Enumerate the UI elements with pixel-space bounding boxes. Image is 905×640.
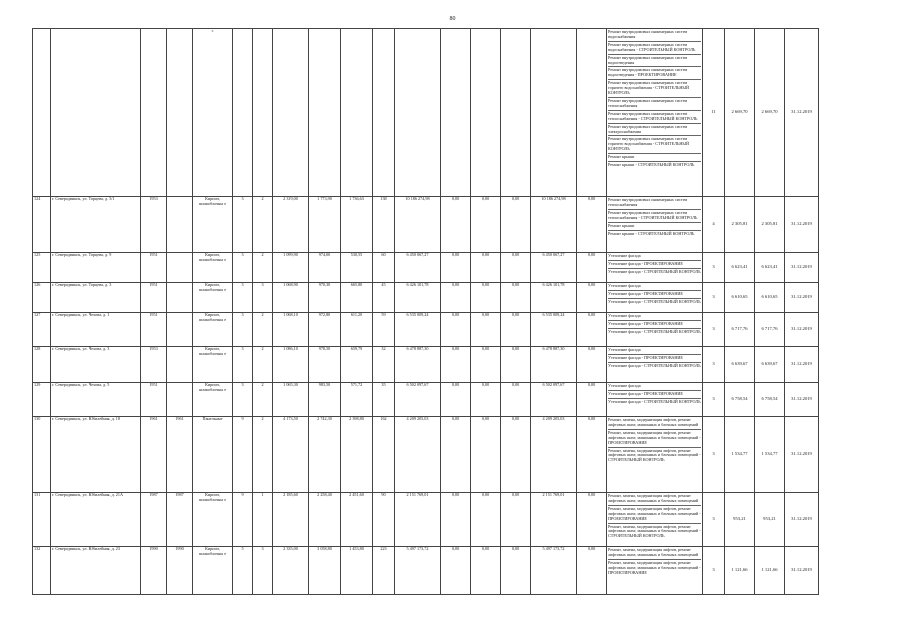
z1-cell: 0,00: [441, 493, 471, 547]
material-cell: Кирпич, шлакоблочны е: [193, 493, 233, 547]
cost1-cell: 1 121,66: [725, 547, 755, 595]
table-row: [33, 29, 819, 197]
a3-cell: 1 453,80: [341, 547, 373, 595]
entrances-cell: 2: [253, 347, 273, 383]
cost1-cell: 1 534,77: [725, 417, 755, 493]
entrances-cell: 3: [253, 547, 273, 595]
z3-cell: 0,00: [501, 493, 531, 547]
z2-cell: 0,00: [471, 347, 501, 383]
a1-cell: 1 068,10: [273, 313, 309, 347]
a2-cell: 2 742,30: [309, 417, 341, 493]
table-row: [33, 547, 819, 595]
y1-cell: 1953: [141, 347, 167, 383]
date-cell: 31.12.2019: [785, 383, 819, 417]
a3-cell: 659,79: [341, 347, 373, 383]
works-cell: [607, 347, 703, 383]
a1-cell: 1 065,30: [273, 383, 309, 417]
works-cell: [607, 253, 703, 283]
cost-cell: 2 669,70: [725, 29, 755, 197]
work-item: Ремонт внутридомовых инженерных систем теплоснабжения - СТРОИТЕЛЬНЫЙ КОНТРОЛЬ: [608, 111, 701, 124]
total2-cell: 6 502 097,67: [531, 383, 577, 417]
work-item: Ремонт внутридомовых инженерных систем теплоснабжения - СТРОИТЕЛЬНЫЙ КОНТРОЛЬ: [608, 210, 701, 223]
total-cell: 4 209 205,03: [395, 417, 441, 493]
work-item: Ремонт внутридомовых инженерных систем водоотведения: [608, 55, 701, 68]
z1-cell: 0,00: [441, 283, 471, 313]
address-cell: г. Северодвинск, ул. Торцева, д. 3: [51, 283, 141, 313]
cost1-cell: 6 717,76: [725, 313, 755, 347]
a2-cell: 3 058,80: [309, 547, 341, 595]
work-item: Ремонт внутридомовых инженерных систем электроснабжения: [608, 124, 701, 137]
material-cell: Кирпич, шлакоблочны е: [193, 197, 233, 253]
count-cell: 3: [703, 383, 725, 417]
entrances-cell: 2: [253, 417, 273, 493]
work-item: Ремонт, замена, модернизация лифтов, ремонт лифтовых шахт, машинных и блочных помещений: [608, 417, 701, 430]
address-cell: г. Северодвинск, ул. Торцева, д. 9: [51, 253, 141, 283]
z4-cell: 0,00: [577, 547, 607, 595]
table-row: [33, 347, 819, 383]
table-row: [33, 313, 819, 347]
total-cell: 5 497 173,72: [395, 547, 441, 595]
work-item: Утепление фасада - ПРОЕКТИРОВАНИЕ: [608, 261, 701, 269]
work-item: Утепление фасада - ПРОЕКТИРОВАНИЕ: [608, 321, 701, 329]
a3-cell: 2 398,80: [341, 417, 373, 493]
table-row: [33, 417, 819, 493]
material-cell: Кирпич, шлакоблочны е: [193, 283, 233, 313]
cost1-cell: 6 639,67: [725, 347, 755, 383]
floors-cell: 5: [233, 547, 253, 595]
people-cell: 223: [373, 547, 395, 595]
entrances-cell: 2: [253, 383, 273, 417]
work-item: Ремонт крыши: [608, 223, 701, 231]
work-item: Ремонт внутридомовых инженерных систем водоотведения - ПРОЕКТИРОВАНИЕ: [608, 67, 701, 80]
y2-cell: [167, 283, 193, 313]
z3-cell: 0,00: [501, 283, 531, 313]
a3-cell: 2 451,60: [341, 493, 373, 547]
address-cell: г. Северодвинск, ул. Чехова, д. 1: [51, 313, 141, 347]
count-cell: 4: [703, 197, 725, 253]
works-cell: [607, 383, 703, 417]
a3-cell: 530,55: [341, 253, 373, 283]
y1-cell: 1961: [141, 417, 167, 493]
entrances-cell: 2: [253, 197, 273, 253]
date-cell: 31.12.2019: [785, 547, 819, 595]
z4-cell: 0,00: [577, 417, 607, 493]
floors-cell: 3: [233, 313, 253, 347]
page-number: 80: [449, 16, 456, 22]
a3-cell: 611,20: [341, 313, 373, 347]
a3-cell: 571,72: [341, 383, 373, 417]
y1-cell: 1951: [141, 313, 167, 347]
date-cell: 31.12.2019: [785, 347, 819, 383]
date-cell: 31.12.2019: [785, 313, 819, 347]
cost2-cell: 6 610,65: [755, 283, 785, 313]
material-cell: Кирпич, шлакоблочны е: [193, 253, 233, 283]
count-cell: 3: [703, 313, 725, 347]
z2-cell: 0,00: [471, 253, 501, 283]
address-cell: г. Северодвинск, ул. Чехова, д. 3: [51, 347, 141, 383]
cost2-cell: 6 717,76: [755, 313, 785, 347]
work-item: Утепление фасада: [608, 347, 701, 355]
no-cell: 126: [33, 283, 51, 313]
table-row: [33, 283, 819, 313]
works-cell: [607, 197, 703, 253]
material-cell: Кирпич, шлакоблочны е: [193, 547, 233, 595]
work-item: Ремонт, замена, модернизация лифтов, ремонт лифтовых шахт, машинных и блочных помещений - ПРОЕКТИРОВАНИЕ: [608, 506, 701, 524]
work-item: Ремонт крыши - СТРОИТЕЛЬНЫЙ КОНТРОЛЬ: [608, 162, 695, 168]
no-cell: 129: [33, 383, 51, 417]
entrances-cell: 1: [253, 493, 273, 547]
material-cell: с: [193, 29, 233, 197]
work-item: Утепление фасада - ПРОЕКТИРОВАНИЕ: [608, 291, 701, 299]
count-cell: 3: [703, 283, 725, 313]
y1-cell: 1951: [141, 383, 167, 417]
y2-cell: [167, 383, 193, 417]
z2-cell: 0,00: [471, 197, 501, 253]
cost2-cell: 1 121,66: [755, 547, 785, 595]
a2-cell: 978,50: [309, 347, 341, 383]
z3-cell: 0,00: [501, 197, 531, 253]
work-item: Ремонт, замена, модернизация лифтов, ремонт лифтовых шахт, машинных и блочных помещений: [608, 493, 701, 506]
z3-cell: 0,00: [501, 417, 531, 493]
a2-cell: 2 258,40: [309, 493, 341, 547]
work-item: Утепление фасада - ПРОЕКТИРОВАНИЕ: [608, 391, 701, 399]
date-cell: 31.12.2019: [785, 253, 819, 283]
works-cell: [607, 493, 703, 547]
people-cell: 59: [373, 313, 395, 347]
no-cell: 124: [33, 197, 51, 253]
z1-cell: 0,00: [441, 347, 471, 383]
work-item: Утепление фасада - СТРОИТЕЛЬНЫЙ КОНТРОЛЬ: [608, 298, 701, 304]
date-cell: 31.12.2019: [785, 283, 819, 313]
people-cell: 45: [373, 283, 395, 313]
material-cell: Кирпич, шлакоблочны е: [193, 383, 233, 417]
cost2-cell: 953,21: [755, 493, 785, 547]
z1-cell: 0,00: [441, 383, 471, 417]
address-cell: г. Северодвинск, ул. Чехова, д. 5: [51, 383, 141, 417]
work-item: Ремонт внутридомовых инженерных систем горячего водоснабжения - СТРОИТЕЛЬНЫЙ КОНТРОЛЬ: [608, 80, 701, 98]
total2-cell: 10 186 274,98: [531, 197, 577, 253]
cost2-cell: 1 534,77: [755, 417, 785, 493]
work-item: Ремонт крыши - СТРОИТЕЛЬНЫЙ КОНТРОЛЬ: [608, 230, 695, 236]
work-item: Ремонт внутридомовых инженерных систем теплоснабжения: [608, 98, 701, 111]
work-item: Ремонт внутридомовых инженерных систем горячего водоснабжения - СТРОИТЕЛЬНЫЙ КОНТРОЛЬ: [608, 136, 701, 154]
table-row: [33, 383, 819, 417]
works-cell: [607, 547, 703, 595]
a2-cell: 970,30: [309, 283, 341, 313]
z1-cell: 0,00: [441, 313, 471, 347]
z4-cell: 0,00: [577, 253, 607, 283]
work-item: Утепление фасада - ПРОЕКТИРОВАНИЕ: [608, 355, 701, 363]
people-cell: 32: [373, 347, 395, 383]
no-cell: 132: [33, 547, 51, 595]
a1-cell: 1 068,90: [273, 283, 309, 313]
y1-cell: 1990: [141, 547, 167, 595]
work-item: Ремонт, замена, модернизация лифтов, ремонт лифтовых шахт, машинных и блочных помещений - СТРОИТЕЛЬНЫЙ КОНТРОЛЬ: [608, 523, 701, 539]
works-cell: [607, 29, 703, 197]
z4-cell: 0,00: [577, 347, 607, 383]
cost1-cell: 6 758,54: [725, 383, 755, 417]
people-cell: 162: [373, 417, 395, 493]
no-cell: 127: [33, 313, 51, 347]
work-item: Ремонт, замена, модернизация лифтов, ремонт лифтовых шахт, машинных и блочных помещений - ПРОЕКТИРОВАНИЕ: [608, 430, 701, 448]
z2-cell: 0,00: [471, 417, 501, 493]
work-item: Ремонт крыши: [608, 154, 701, 162]
address-cell: г. Северодвинск, ул. Юбилейная, д. 21А: [51, 493, 141, 547]
y1-cell: 1953: [141, 197, 167, 253]
total-cell: 6 478 887,30: [395, 347, 441, 383]
z3-cell: 0,00: [501, 253, 531, 283]
a2-cell: 972,80: [309, 313, 341, 347]
total-cell: 6 502 097,67: [395, 383, 441, 417]
y2-cell: [167, 197, 193, 253]
cost1-cell: 2 305,81: [725, 197, 755, 253]
count-cell: 3: [703, 417, 725, 493]
works-cell: [607, 313, 703, 347]
a2-cell: 1 773,90: [309, 197, 341, 253]
z4-cell: 0,00: [577, 383, 607, 417]
floors-cell: 9: [233, 493, 253, 547]
date-cell: 31.12.2019: [785, 29, 819, 197]
entrances-cell: 2: [253, 313, 273, 347]
total-cell: 6 450 067,27: [395, 253, 441, 283]
work-item: Ремонт, замена, модернизация лифтов, ремонт лифтовых шахт, машинных и блочных помещений - ПРОЕКТИРОВАНИЕ: [608, 559, 701, 575]
cost2-cell: 6 623,41: [755, 253, 785, 283]
count-cell: 11: [703, 29, 725, 197]
y2-cell: 1987: [167, 493, 193, 547]
table-row: [33, 197, 819, 253]
table-row: [33, 253, 819, 283]
z2-cell: 0,00: [471, 283, 501, 313]
work-item: Утепление фасада: [608, 313, 701, 321]
z3-cell: 0,00: [501, 347, 531, 383]
work-item: Утепление фасада: [608, 283, 701, 291]
y2-cell: [167, 347, 193, 383]
z2-cell: 0,00: [471, 313, 501, 347]
work-item: Утепление фасада - СТРОИТЕЛЬНЫЙ КОНТРОЛЬ: [608, 362, 701, 368]
a1-cell: 1 099,90: [273, 253, 309, 283]
work-item: Утепление фасада: [608, 253, 701, 261]
total2-cell: 5 497 173,72: [531, 547, 577, 595]
floors-cell: 3: [233, 283, 253, 313]
work-item: Ремонт внутридомовых инженерных систем водоснабжения: [608, 29, 701, 42]
count-cell: 3: [703, 347, 725, 383]
total-cell: 6 535 009,24: [395, 313, 441, 347]
a3-cell: 1 736,63: [341, 197, 373, 253]
a3-cell: 665,80: [341, 283, 373, 313]
work-item: Ремонт внутридомовых инженерных систем водоснабжения - СТРОИТЕЛЬНЫЙ КОНТРОЛЬ: [608, 42, 701, 55]
z1-cell: 0,00: [441, 547, 471, 595]
date-cell: 31.12.2019: [785, 493, 819, 547]
no-cell: 128: [33, 347, 51, 383]
works-cell: [607, 417, 703, 493]
y1-cell: 1951: [141, 253, 167, 283]
z1-cell: 0,00: [441, 197, 471, 253]
people-cell: 138: [373, 197, 395, 253]
no-cell: 131: [33, 493, 51, 547]
a1-cell: 2 319,00: [273, 197, 309, 253]
work-item: Утепление фасада - СТРОИТЕЛЬНЫЙ КОНТРОЛЬ: [608, 328, 701, 334]
count-cell: 3: [703, 253, 725, 283]
people-cell: 90: [373, 493, 395, 547]
y1-cell: 1987: [141, 493, 167, 547]
no-cell: 130: [33, 417, 51, 493]
y2-cell: 1990: [167, 547, 193, 595]
y1-cell: 1951: [141, 283, 167, 313]
y2-cell: 1961: [167, 417, 193, 493]
y2-cell: [167, 253, 193, 283]
entrances-cell: 3: [253, 283, 273, 313]
work-item: Утепление фасада - СТРОИТЕЛЬНЫЙ КОНТРОЛЬ: [608, 268, 701, 274]
z3-cell: 0,00: [501, 383, 531, 417]
cost-cell: 2 669,70: [755, 29, 785, 197]
z1-cell: 0,00: [441, 417, 471, 493]
date-cell: 31.12.2019: [785, 197, 819, 253]
floors-cell: 3: [233, 383, 253, 417]
address-cell: г. Северодвинск, ул. Торцева, д. 5/1: [51, 197, 141, 253]
cost2-cell: 6 639,67: [755, 347, 785, 383]
floors-cell: 3: [233, 347, 253, 383]
count-cell: 3: [703, 493, 725, 547]
a1-cell: 1 086,10: [273, 347, 309, 383]
count-cell: 3: [703, 547, 725, 595]
a2-cell: 974,00: [309, 253, 341, 283]
cost1-cell: 6 610,65: [725, 283, 755, 313]
z2-cell: 0,00: [471, 493, 501, 547]
z3-cell: 0,00: [501, 313, 531, 347]
entrances-cell: 2: [253, 253, 273, 283]
address-cell: г. Северодвинск, ул. Юбилейная, д. 18: [51, 417, 141, 493]
z2-cell: 0,00: [471, 547, 501, 595]
z3-cell: 0,00: [501, 547, 531, 595]
work-item: Утепление фасада: [608, 383, 701, 391]
total2-cell: 6 535 009,24: [531, 313, 577, 347]
register-table: [32, 28, 819, 595]
z4-cell: 0,00: [577, 493, 607, 547]
address-cell: г. Северодвинск, ул. Юбилейная, д. 23: [51, 547, 141, 595]
z1-cell: 0,00: [441, 253, 471, 283]
a1-cell: 4 173,50: [273, 417, 309, 493]
cost2-cell: 2 305,81: [755, 197, 785, 253]
total-cell: 6 426 101,78: [395, 283, 441, 313]
total2-cell: 2 151 769,01: [531, 493, 577, 547]
floors-cell: 3: [233, 253, 253, 283]
z4-cell: 0,00: [577, 197, 607, 253]
z4-cell: 0,00: [577, 283, 607, 313]
work-item: Ремонт, замена, модернизация лифтов, ремонт лифтовых шахт, машинных и блочных помещений: [608, 547, 701, 560]
works-cell: [607, 283, 703, 313]
people-cell: 60: [373, 253, 395, 283]
date-cell: 31.12.2019: [785, 417, 819, 493]
table-row: [33, 493, 819, 547]
total2-cell: 6 450 067,27: [531, 253, 577, 283]
a1-cell: 2 185,60: [273, 493, 309, 547]
total2-cell: 6 426 101,78: [531, 283, 577, 313]
total-cell: 2 151 769,01: [395, 493, 441, 547]
a2-cell: 983,50: [309, 383, 341, 417]
total2-cell: 4 209 205,03: [531, 417, 577, 493]
y2-cell: [167, 313, 193, 347]
work-item: Ремонт, замена, модернизация лифтов, ремонт лифтовых шахт, машинных и блочных помещений - СТРОИТЕЛЬНЫЙ КОНТРОЛЬ: [608, 447, 701, 463]
material-cell: Кирпич, шлакоблочны е: [193, 313, 233, 347]
no-cell: 125: [33, 253, 51, 283]
total2-cell: 6 478 887,30: [531, 347, 577, 383]
people-cell: 35: [373, 383, 395, 417]
z2-cell: 0,00: [471, 383, 501, 417]
floors-cell: 3: [233, 197, 253, 253]
work-item: Утепление фасада - СТРОИТЕЛЬНЫЙ КОНТРОЛЬ: [608, 398, 701, 404]
z4-cell: 0,00: [577, 313, 607, 347]
cost1-cell: 6 623,41: [725, 253, 755, 283]
a1-cell: 2 335,00: [273, 547, 309, 595]
floors-cell: 9: [233, 417, 253, 493]
cost1-cell: 953,21: [725, 493, 755, 547]
cost2-cell: 6 758,54: [755, 383, 785, 417]
work-item: Ремонт внутридомовых инженерных систем теплоснабжения: [608, 197, 701, 210]
material-cell: Панельные: [193, 417, 233, 493]
total-cell: 10 186 274,98: [395, 197, 441, 253]
material-cell: Кирпич, шлакоблочны е: [193, 347, 233, 383]
